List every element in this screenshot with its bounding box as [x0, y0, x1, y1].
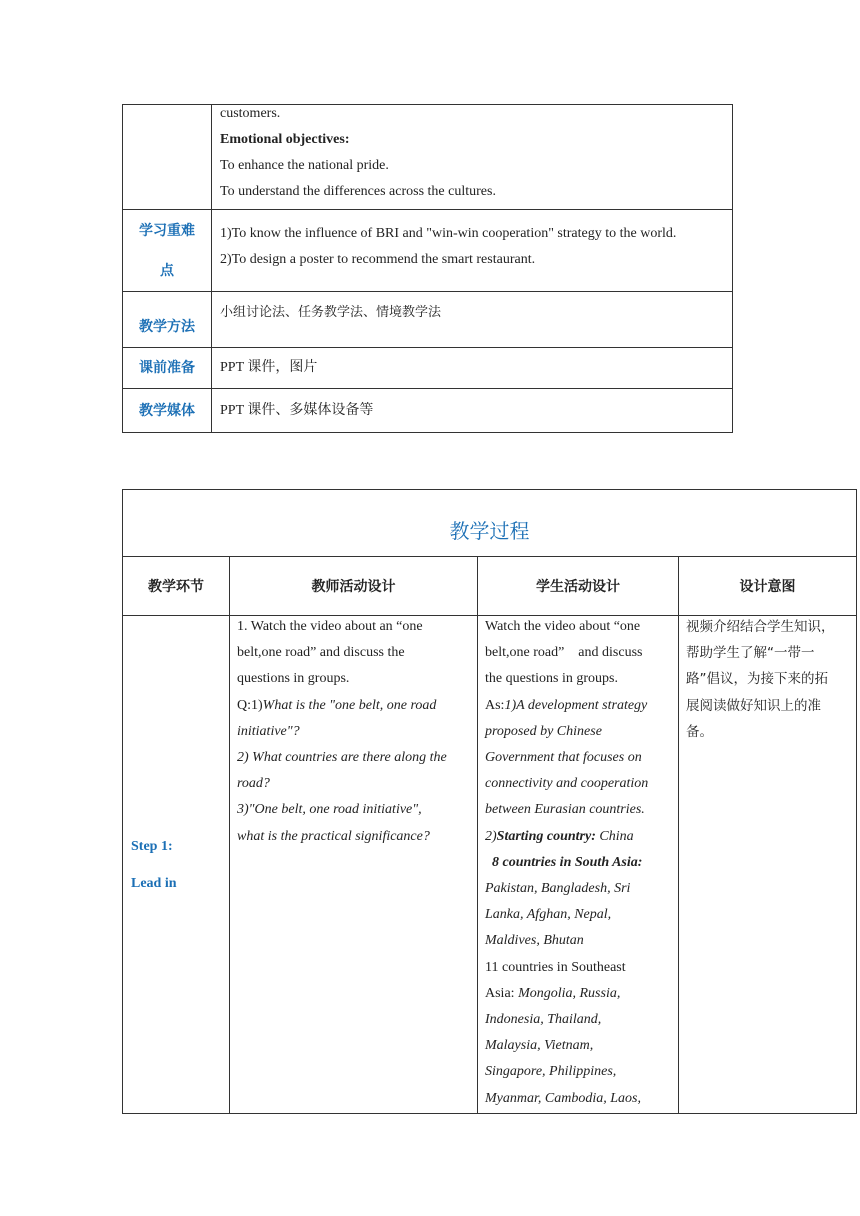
media-label: 教学媒体 [123, 389, 212, 433]
header-design-intent: 设计意图 [679, 557, 857, 616]
teacher-question-1 [237, 693, 471, 719]
process-title-row [123, 490, 857, 557]
step-label [123, 616, 230, 1114]
objectives-row [123, 105, 733, 210]
methods-label: 教学方法 [123, 292, 212, 348]
teacher-text: 1. Watch the video about an “one [237, 619, 423, 634]
teacher-question-2: 2) What countries are there along the [237, 750, 447, 766]
preparation-label: 课前准备 [123, 348, 212, 389]
south-asia-heading: 8 countries in South Asia: [485, 854, 643, 870]
preparation-value: PPT 课件，图片 [212, 348, 733, 389]
objectives-line: To enhance the national pride. [220, 158, 389, 173]
answer-text: Government that focuses on [485, 750, 642, 766]
emotional-objectives-heading: Emotional objectives: [220, 132, 350, 147]
country-list: Lanka, Afghan, Nepal, [485, 907, 612, 923]
country-list: Malaysia, Vietnam, [485, 1038, 594, 1054]
teacher-text: belt,one road” and discuss the [237, 645, 405, 661]
step-name: Lead in [131, 875, 177, 891]
media-value: PPT 课件、多媒体设备等 [212, 389, 733, 433]
student-text: the questions in groups. [485, 671, 618, 687]
intent-text: 展阅读做好知识上的准 [686, 697, 821, 714]
southeast-asia-heading: 11 countries in Southeast [485, 959, 626, 975]
intent-text: 视频介绍结合学生知识， [686, 619, 835, 635]
southeast-asia-line [485, 981, 672, 1007]
teacher-activity [230, 616, 478, 1114]
process-header-row [123, 557, 857, 616]
intent-text: 路”倡议，为接下来的拓 [686, 671, 828, 688]
methods-row [123, 292, 733, 348]
header-teacher-activity: 教师活动设计 [230, 557, 478, 616]
teacher-question-text: what is the practical significance? [237, 828, 430, 844]
teacher-question-text: initiative"? [237, 723, 300, 739]
answer-text: proposed by Chinese [485, 723, 602, 739]
preparation-row [123, 348, 733, 389]
answer-text: connectivity and cooperation [485, 776, 649, 792]
key-point-item: 2)To design a poster to recommend the smart restaurant. [220, 252, 536, 267]
intent-text: 备。 [686, 723, 713, 740]
key-points-content [212, 210, 733, 292]
country-list: Myanmar, Cambodia, Laos, [485, 1090, 641, 1106]
key-points-label-line: 点 [160, 262, 174, 279]
key-points-label-line: 学习重难 [139, 222, 195, 239]
step-number: Step 1: [131, 838, 173, 854]
objectives-line: customers. [220, 106, 281, 121]
answer-prefix: 2) [485, 828, 497, 844]
design-intent [679, 616, 857, 1114]
teacher-question-3: 3)"One belt, one road initiative", [237, 802, 422, 818]
key-points-label [123, 210, 212, 292]
question-text: What is the "one belt, one road [262, 697, 437, 713]
student-activity [478, 616, 679, 1114]
answer-prefix: As: [485, 697, 505, 713]
student-answer-1 [485, 693, 672, 719]
header-student-activity: 学生活动设计 [478, 557, 679, 616]
student-text: belt,one road” and discuss [485, 645, 643, 661]
key-points-row [123, 210, 733, 292]
answer-text: between Eurasian countries. [485, 802, 645, 818]
country-list: Singapore, Philippines, [485, 1064, 617, 1080]
objectives-label-cell [123, 105, 212, 210]
header-stage: 教学环节 [123, 557, 230, 616]
answer-text: 1)A development strategy [504, 697, 648, 713]
teacher-question-text: road? [237, 776, 270, 792]
student-answer-2 [485, 824, 672, 850]
methods-value: 小组讨论法、任务教学法、情境教学法 [212, 292, 733, 348]
teacher-text: questions in groups. [237, 671, 350, 687]
country-list: Mongolia, Russia, [518, 985, 621, 1001]
country-list: Indonesia, Thailand, [485, 1012, 602, 1028]
answer-text: China [595, 828, 634, 844]
intent-text: 帮助学生了解“一带一 [686, 645, 815, 662]
country-list: Pakistan, Bangladesh, Sri [485, 881, 631, 897]
country-list: Maldives, Bhutan [485, 933, 584, 949]
step1-row [123, 616, 857, 1114]
student-text: Watch the video about “one [485, 619, 641, 634]
answer-prefix: Asia: [485, 985, 519, 1001]
key-point-item: 1)To know the influence of BRI and "win-win cooperation" strategy to the world. [220, 226, 677, 241]
media-row [123, 389, 733, 433]
objectives-content [212, 105, 733, 210]
answer-bold: Starting country: [496, 828, 596, 844]
process-title: 教学过程 [123, 490, 857, 557]
objectives-table [122, 104, 733, 433]
question-prefix: Q:1) [237, 697, 263, 713]
teaching-process-table [122, 489, 857, 1114]
objectives-line: To understand the differences across the cultures. [220, 184, 496, 199]
